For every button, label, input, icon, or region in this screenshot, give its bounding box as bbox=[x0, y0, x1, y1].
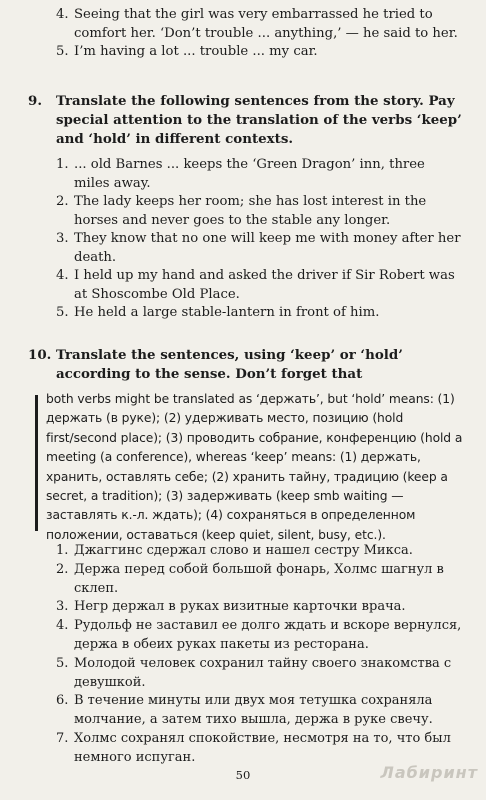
item-number: 5. bbox=[56, 655, 69, 671]
list-item bbox=[0, 542, 486, 561]
item-text: Негр держал в руках визитные карточки врача. bbox=[74, 599, 406, 615]
item-text: I’m having a lot ... trouble ... my car. bbox=[74, 44, 318, 59]
item-text: Молодой человек сохранил тайну своего знакомства с девушкой. bbox=[74, 655, 452, 690]
list-item bbox=[0, 193, 486, 230]
item-number: 2. bbox=[56, 194, 69, 209]
item-number: 2. bbox=[56, 561, 69, 577]
item-number: 6. bbox=[56, 693, 69, 709]
grammar-note: both verbs might be translated as ‘держать’, but ‘hold’ means: (1) держать (в руке); (2) удерживать место, позицию (hold first/second place); (3) проводить собрание, конференцию (hold a meeting (a conference), whereas ‘keep’ means: (1) держать, хранить, оставлять себе; (2) хранить тайну, традицию (keep a secret, a tradition); (3) задерживать (keep smb waiting — заставлять к.-л. ждать); (4) сохраняться в определенном положении, оставаться (keep quiet, silent, busy, etc.). bbox=[46, 392, 463, 542]
list-item bbox=[0, 6, 486, 43]
item-number: 4. bbox=[56, 268, 69, 283]
item-number: 4. bbox=[56, 618, 69, 634]
note-margin-bar bbox=[35, 395, 38, 531]
item-text: Холмс сохранял спокойствие, несмотря на то, что был немного испуган. bbox=[74, 730, 451, 765]
item-text: Seeing that the girl was very embarrassed he tried to comfort her. ‘Don’t trouble ... anything,’ — he said to her. bbox=[74, 7, 458, 41]
exercise-10-heading bbox=[28, 346, 474, 384]
item-text: He held a large stable-lantern in front of him. bbox=[74, 305, 380, 320]
item-number: 5. bbox=[56, 44, 69, 59]
list-item bbox=[0, 617, 486, 655]
item-text: I held up my hand and asked the driver if Sir Robert was at Shoscombe Old Place. bbox=[74, 268, 455, 302]
top-sentence-list bbox=[0, 6, 486, 62]
item-number: 7. bbox=[56, 730, 69, 746]
item-text: В течение минуты или двух моя тетушка сохраняла молчание, а затем тихо вышла, держа в руке свечу. bbox=[74, 693, 433, 728]
list-item bbox=[0, 692, 486, 730]
item-text: The lady keeps her room; she has lost interest in the horses and never goes to the stable any longer. bbox=[74, 194, 427, 228]
list-item bbox=[0, 598, 486, 617]
list-item bbox=[0, 561, 486, 599]
item-text: They know that no one will keep me with money after her death. bbox=[74, 231, 461, 265]
list-item bbox=[0, 304, 486, 323]
item-text: Джаггинс сдержал слово и нашел сестру Микса. bbox=[74, 543, 413, 558]
item-number: 3. bbox=[56, 231, 69, 246]
list-item bbox=[0, 156, 486, 193]
item-number: 1. bbox=[56, 157, 69, 172]
watermark-logo: Лабиринт bbox=[380, 763, 478, 782]
list-item bbox=[0, 655, 486, 693]
item-number: 3. bbox=[56, 599, 69, 615]
item-text: Держа перед собой большой фонарь, Холмс шагнул в склеп. bbox=[74, 561, 444, 596]
exercise-number: 10. bbox=[28, 347, 52, 363]
item-text: Рудольф не заставил ее долго ждать и вскоре вернулся, держа в обеих руках пакеты из ресторана. bbox=[74, 618, 462, 652]
exercise-9-list bbox=[0, 156, 486, 323]
exercise-number: 9. bbox=[28, 93, 42, 109]
item-text: ... old Barnes ... keeps the ‘Green Dragon’ inn, three miles away. bbox=[74, 157, 425, 191]
item-number: 5. bbox=[56, 305, 69, 320]
exercise-10-list bbox=[0, 542, 486, 768]
list-item bbox=[0, 230, 486, 267]
list-item bbox=[0, 43, 486, 62]
item-number: 4. bbox=[56, 7, 69, 22]
list-item bbox=[0, 267, 486, 304]
exercise-instruction: Translate the sentences, using ‘keep’ or ‘hold’ according to the sense. Don’t forget that bbox=[56, 347, 403, 382]
list-item bbox=[0, 730, 486, 768]
page-number: 50 bbox=[235, 768, 251, 782]
item-number: 1. bbox=[56, 543, 69, 558]
exercise-9-heading bbox=[28, 92, 474, 149]
exercise-instruction: Translate the following sentences from the story. Pay special attention to the translation of the verbs ‘keep’ and ‘hold’ in different contexts. bbox=[56, 93, 462, 147]
